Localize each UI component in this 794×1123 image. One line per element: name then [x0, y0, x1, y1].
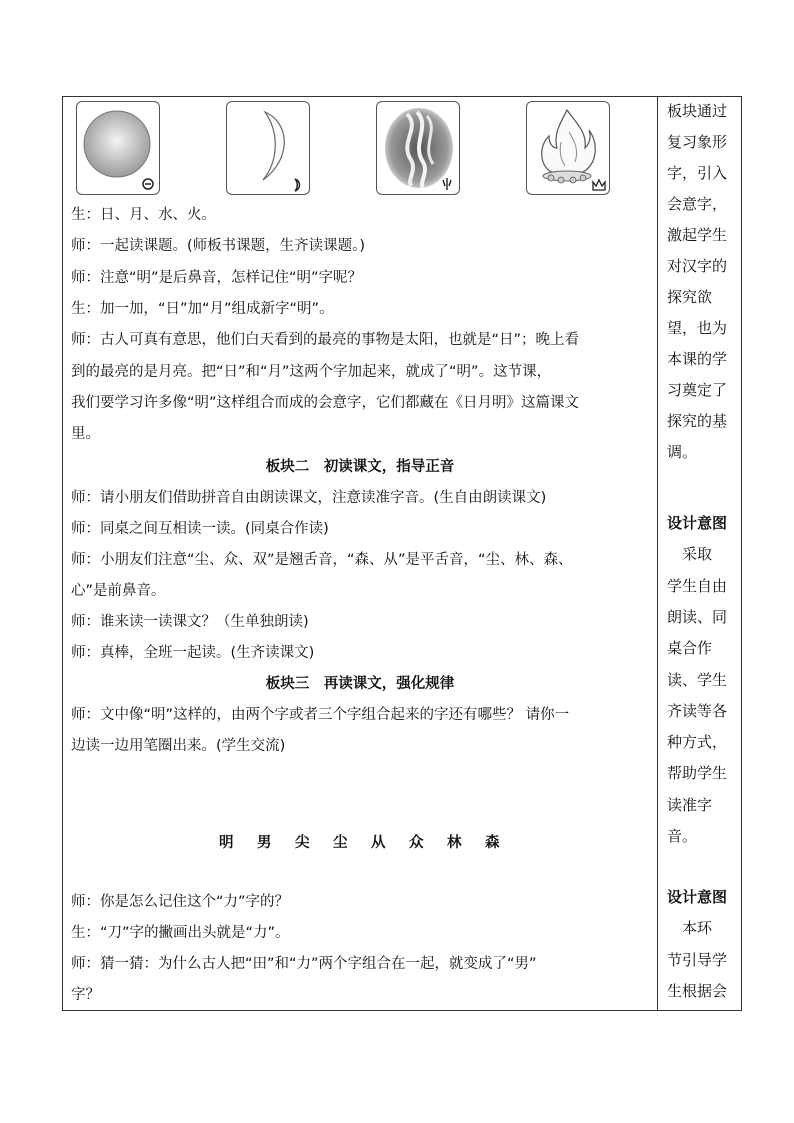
design-intent-label: 设计意图	[667, 514, 728, 532]
fire-icon	[527, 102, 610, 195]
side-text-line: 探究的基	[667, 412, 728, 430]
side-text-line: 习奠定了	[667, 381, 728, 399]
water-icon	[377, 102, 460, 195]
text-line: 到的最亮的是月亮。把“日”和“月”这两个字加起来，就成了“明”。这节课，	[71, 363, 552, 380]
character-item: 林	[447, 835, 462, 851]
text-line: 生：加一加，“日”加“月”组成新字“明”。	[71, 300, 334, 317]
side-text-line: 节引导学	[667, 950, 728, 969]
side-text-line: 读、学生	[667, 670, 728, 689]
moon-picture	[226, 101, 310, 195]
side-text-line: 望，也为	[667, 319, 728, 337]
text-line: 师：猜一猜：为什么古人把“田”和“力”两个字组合在一起，就变成了“男”	[71, 956, 537, 972]
character-item: 从	[371, 835, 386, 851]
character-item: 森	[485, 835, 500, 851]
side-text-line: 采取	[667, 545, 713, 564]
side-text-line: 生根据会	[667, 981, 728, 1000]
text-line: 师：同桌之间互相读一读。(同桌合作读)	[71, 521, 329, 537]
text-line: 师：古人可真有意思，他们白天看到的最亮的事物是太阳，也就是“日”；晚上看	[71, 332, 580, 349]
text-line: 里。	[71, 426, 100, 443]
side-text-line: 朗读、同	[667, 607, 728, 626]
main-column	[67, 97, 653, 1010]
side-text-line: 复习象形	[667, 133, 728, 151]
side-text-line: 音。	[667, 827, 698, 845]
section-heading-2: 板块二 初读课文，指导正音	[265, 459, 455, 475]
moon-icon	[227, 102, 310, 195]
side-text-line: 会意字，	[667, 195, 728, 213]
side-text-line: 读准字	[667, 795, 713, 814]
side-text-line: 本环	[667, 919, 713, 938]
character-item: 尘	[333, 835, 348, 851]
side-text-line: 板块通过	[667, 102, 728, 120]
sun-icon	[77, 102, 160, 195]
side-text-line: 探究欲	[667, 288, 713, 306]
side-text-line: 调。	[667, 443, 698, 461]
side-text-line: 帮助学生	[667, 764, 728, 783]
text-line: 生：日、月、水、火。	[71, 207, 216, 223]
character-item: 众	[409, 835, 424, 851]
side-text-line: 齐读等各	[667, 701, 728, 720]
character-item: 尖	[295, 835, 310, 851]
text-line: 师：请小朋友们借助拼音自由朗读课文，注意读准字音。(生自由朗读课文)	[71, 490, 547, 506]
sun-picture	[76, 101, 160, 195]
fire-picture	[526, 101, 610, 195]
design-intent-label: 设计意图	[667, 888, 728, 906]
text-line: 生：“刀”字的撇画出头就是“力”。	[71, 925, 290, 941]
side-text-line: 字，引入	[667, 164, 728, 182]
side-text-line: 对汉字的	[667, 257, 728, 275]
water-picture	[376, 101, 460, 195]
text-line: 字？	[71, 987, 100, 1003]
section-heading-3: 板块三 再读课文，强化规律	[265, 676, 455, 692]
side-text-line: 学生自由	[667, 576, 728, 595]
character-item: 男	[257, 835, 272, 851]
side-text-line: 种方式，	[667, 733, 728, 752]
text-line: 师：小朋友们注意“尘、众、双”是翘舌音，“森、从”是平舌音，“尘、林、森、	[71, 552, 573, 568]
text-line: 边读一边用笔圈出来。(学生交流)	[71, 738, 286, 754]
character-list	[219, 831, 523, 852]
text-line: 师：注意“明”是后鼻音，怎样记住“明”字呢？	[71, 269, 363, 286]
side-text-line: 本课的学	[667, 350, 728, 368]
text-line: 师：真棒，全班一起读。(生齐读课文)	[71, 645, 315, 661]
text-line: 师：一起读课题。(师板书课题，生齐读课题。)	[71, 238, 366, 255]
side-text-line: 桌合作	[667, 639, 713, 658]
lesson-plan-table	[62, 96, 742, 1011]
column-divider	[657, 97, 658, 1010]
text-line: 师：文中像“明”这样的，由两个字或者三个字组合起来的字还有哪些？ 请你一	[71, 707, 570, 723]
pictograph-row	[72, 101, 652, 197]
text-line: 我们要学习许多像“明”这样组合而成的会意字，它们都藏在《日月明》这篇课文	[71, 394, 580, 411]
character-item: 明	[219, 835, 234, 851]
text-line: 心”是前鼻音。	[71, 583, 166, 599]
side-text-line: 激起学生	[667, 226, 728, 244]
text-line: 师：你是怎么记住这个“力”字的？	[71, 894, 290, 910]
text-line: 师：谁来读一读课文？（生单独朗读)	[71, 614, 309, 630]
